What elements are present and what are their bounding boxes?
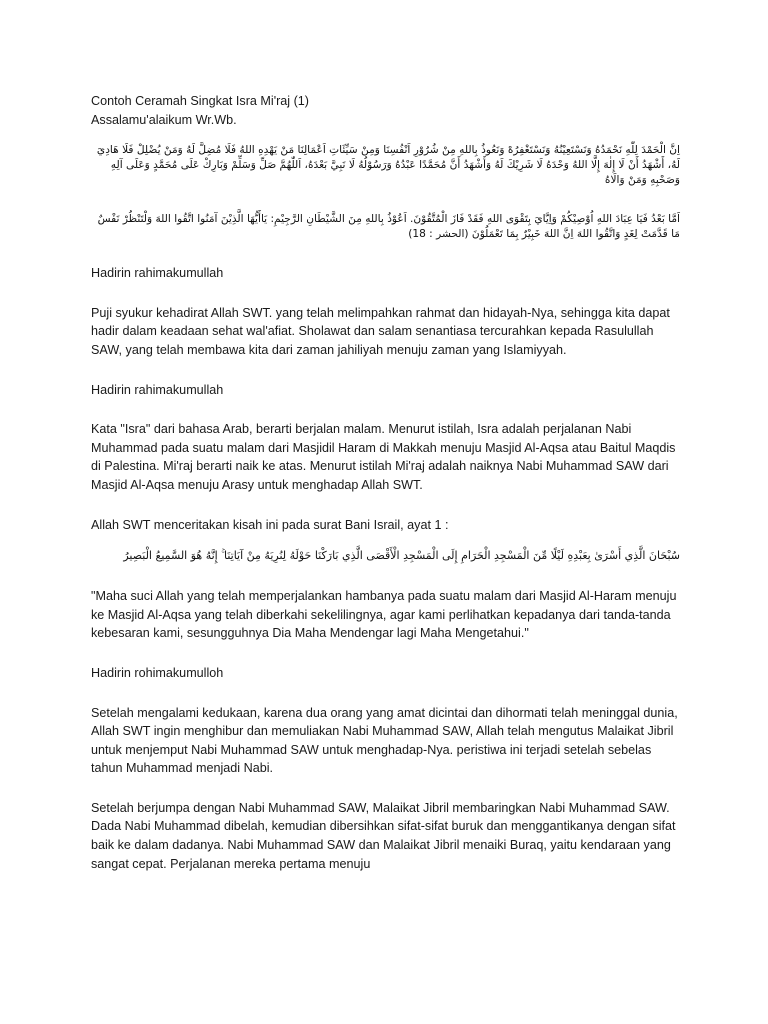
document-title: Contoh Ceramah Singkat Isra Mi'raj (1): [91, 94, 309, 108]
heading-1: Hadirin rahimakumullah: [91, 266, 224, 281]
heading-2: Hadirin rahimakumullah: [91, 382, 224, 397]
arabic-verse: سُبْحَانَ الَّذِي أَسْرَىٰ بِعَبْدِهِ لَيْلًا مِّنَ الْمَسْجِدِ الْحَرَامِ إِلَى الْمَسْجِدِ الْأَقْصَى الَّذِي بَارَكْنَا حَوْلَهُ لِنُرِيَهُ مِنْ آيَاتِنَا ۚ إِنَّهُ هُوَ السَّمِيعُ الْبَصِيرُ: [123, 549, 680, 563]
paragraph-3: Allah SWT menceritakan kisah ini pada surat Bani Israil, ayat 1 :: [91, 517, 449, 532]
paragraph-6: Setelah berjumpa dengan Nabi Muhammad SAW, Malaikat Jibril membaringkan Nabi Muhammad SAW. Dada Nabi Muhammad dibelah, kemudian dibersihkan sifat-sifat buruk dan menggantikanya dengan sifat baik ke dalam dadanya. Nabi Muhammad SAW dan Malaikat Jibril menaiki Buraq, yaitu kendaraan yang sangat cepat. Perjalanan mereka pertama menuju: [91, 800, 676, 871]
arabic-opening-1: اِنَّ الْحَمْدَ لِلّٰهِ نَحْمَدُهُ وَنَسْتَعِيْنُهُ وَنَسْتَغْفِرُهْ وَنَعُوذُ بِاللهِ مِنْ شُرُوْرِ اَنْفُسِنَا وَمِنْ سَيِّئَاتِ اَعْمَالِنَا مَنْ يَهْدِهِ اللهُ فَلَا مُضِلَّ لَهُ وَمَنْ يُضْلِلْ فَلَا هَادِيَ لَهُ، أَشْهَدُ أَنْ لَا إِلٰهَ إِلَّا اللهُ وَحْدَهُ لَا شَرِيْكَ لَهُ وَأَشْهَدُ أَنَّ مُحَمَّدًا عَبْدُهُ وَرَسُوْلُهُ لَا نَبِيَّ بَعْدَهُ، اَللّٰهُمَّ صَلِّ وَسَلِّمْ وَبَارِكْ عَلَى مُحَمَّدٍ وَعَلَى آلِهِ وَصَحْبِهِ وَمَنْ وَالَاهُ: [96, 144, 680, 187]
paragraph-1: Puji syukur kehadirat Allah SWT. yang telah melimpahkan rahmat dan hidayah-Nya, sehingga kita dapat hadir dalam keadaan sehat wal'afiat. Sholawat dan salam senantiasa tercurahkan kepada Rasulullah SAW, yang telah membawa kita dari zaman jahiliyah menuju zaman yang Islamiyyah.: [91, 305, 670, 357]
arabic-opening-2: اَمَّا بَعْدُ فَيَا عِبَادَ اللهِ اُوْصِيْكُمْ وَاِيَّايَ بِتَقْوَى اللهِ فَقَدْ فَازَ الْمُتَّقُوْنَ. اَعُوْذُ بِاللهِ مِنَ الشَّيْطَانِ الرَّجِيْمِ: يَاأَيُّهَا الَّذِيْنَ آمَنُوا اتَّقُوا اللهَ وَلْتَنْظُرْ نَفْسٌ مَا قَدَّمَتْ لِغَدٍ وَاتَّقُوا اللهَ اِنَّ اللهَ خَبِيْرٌ بِمَا تَعْمَلُوْنَ (الحشر : 18): [97, 213, 680, 241]
title-block: [91, 92, 680, 129]
greeting: Assalamu'alaikum Wr.Wb.: [91, 112, 237, 127]
paragraph-5: Setelah mengalami kedukaan, karena dua orang yang amat dicintai dan dihormati telah meninggal dunia, Allah SWT ingin menghibur dan memuliakan Nabi Muhammad SAW, Allah telah mengutus Malaikat Jibril untuk menjemput Nabi Muhammad SAW untuk menghadap-Nya. peristiwa ini terjadi setelah sebelas tahun Muhammad menjadi Nabi.: [91, 705, 678, 776]
paragraph-4: "Maha suci Allah yang telah memperjalankan hambanya pada suatu malam dari Masjid Al-Haram menuju ke Masjid Al-Aqsa yang telah diberkahi sekelilingnya, agar kami perlihatkan kepadanya dari tanda-tanda kebesaran kami, sesungguhnya Dia Maha Mendengar lagi Maha Mengetahui.": [91, 589, 677, 641]
heading-3: Hadirin rohimakumulloh: [91, 665, 224, 680]
paragraph-2: Kata "Isra" dari bahasa Arab, berarti berjalan malam. Menurut istilah, Isra adalah perjalanan Nabi Muhammad pada suatu malam dari Masjidil Haram di Makkah menuju Masjid Al-Aqsa atau Baitul Maqdis di Palestina. Mi'raj berarti naik ke atas. Menurut istilah Mi'raj adalah naiknya Nabi Muhammad SAW dari Masjid Al-Aqsa menuju Arasy untuk menghadap Allah SWT.: [91, 422, 676, 492]
